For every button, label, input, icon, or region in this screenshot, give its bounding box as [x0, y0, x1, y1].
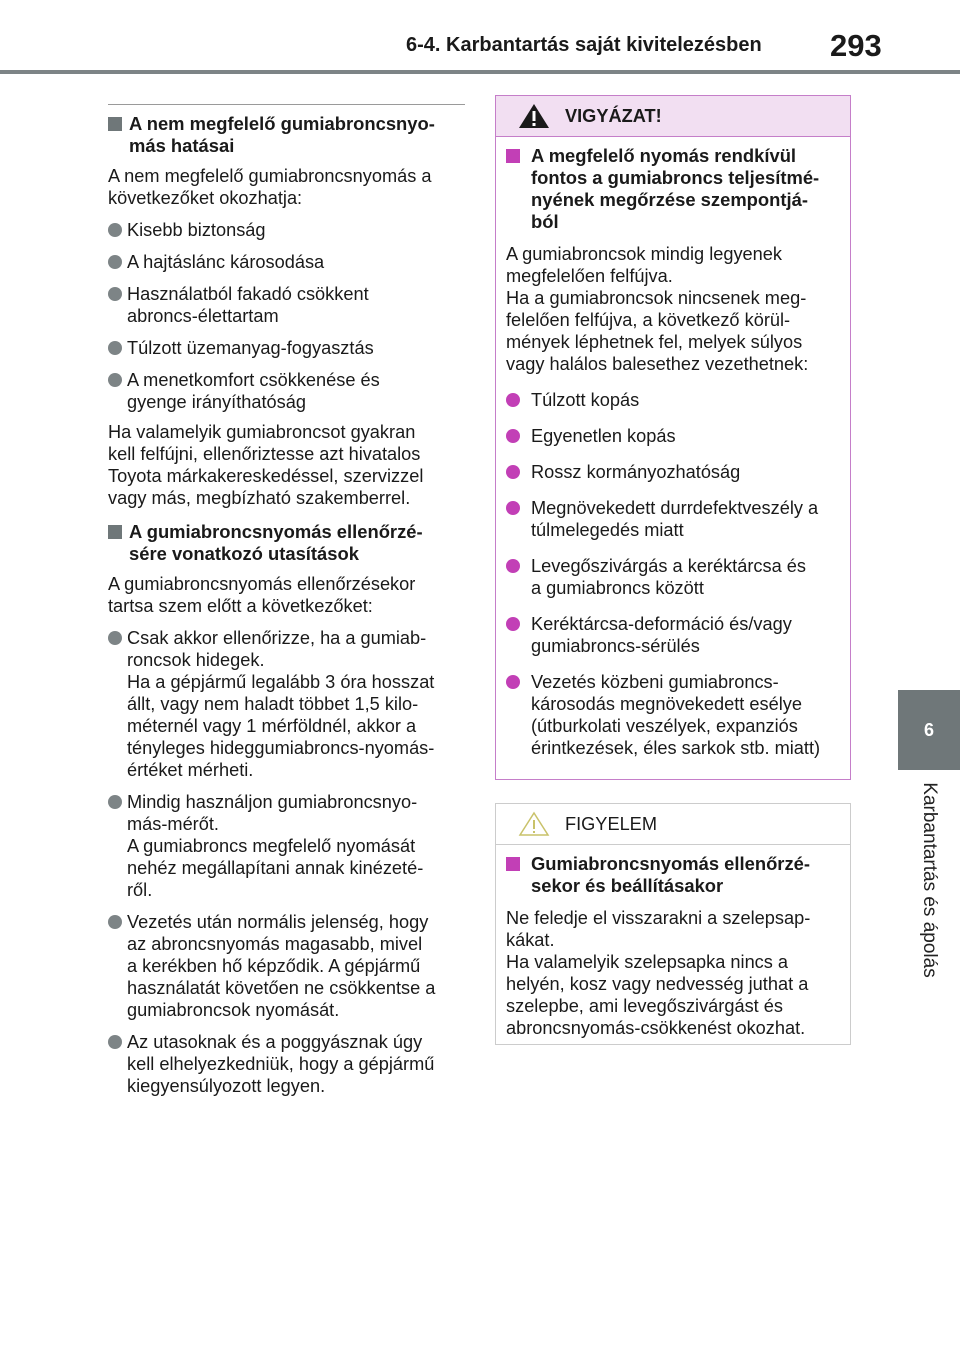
bullet-dot-icon: [108, 255, 122, 269]
bullet-dot-icon: [108, 373, 122, 387]
list-item: [108, 1031, 465, 1097]
bullet-dot-icon: [108, 631, 122, 645]
warning-box-title: VIGYÁZAT!: [565, 106, 662, 126]
square-bullet-icon: [506, 857, 520, 871]
list-item: [108, 337, 465, 359]
list-item: [506, 497, 840, 541]
notice-box-title: FIGYELEM: [565, 814, 657, 834]
page-number: 293: [830, 28, 882, 63]
list-item-text: A hajtáslánc károsodása: [127, 252, 325, 272]
heading-text: A megfelelő nyomás rendkívül fontos a gumiabroncs teljesítmé- nyének megőrzése szempontjá- ból: [531, 145, 820, 232]
bullet-dot-icon: [506, 617, 520, 631]
list-item-text: Csak akkor ellenőrizze, ha a gumiab- roncsok hidegek. Ha a gépjármű legalább 3 óra hosszat állt, vagy nem haladt többet 1,5 kilo- méternél vagy 1 mérföldnél, akkor a tényleges hideggumiabroncs-nyomás- értéket mérheti.: [127, 628, 435, 780]
bullet-dot-icon: [108, 341, 122, 355]
list-item-text: Vezetés után normális jelenség, hogy az abroncsnyomás magasabb, mivel a kerékben hő képződik. A gépjármű használatát követően ne csökkentse a gumiabroncsok nyomását.: [127, 912, 436, 1020]
bullet-dot-icon: [506, 393, 520, 407]
list-item-text: Levegőszivárgás a keréktárcsa és a gumiabroncs között: [531, 556, 806, 598]
section-title: 6-4. Karbantartás saját kivitelezésben: [406, 34, 762, 56]
list-item: [506, 613, 840, 657]
left-column: [108, 104, 465, 1097]
bullet-dot-icon: [506, 559, 520, 573]
warning-box-body: [496, 137, 850, 759]
bullet-dot-icon: [108, 795, 122, 809]
list-item-text: Kisebb biztonság: [127, 220, 266, 240]
heading-text: Gumiabroncsnyomás ellenőrzé- sekor és beállításakor: [531, 853, 811, 896]
bullet-dot-icon: [506, 465, 520, 479]
chapter-tab: [898, 690, 960, 770]
list-item-text: Túlzott kopás: [531, 390, 640, 410]
warning-box-header: [496, 96, 850, 137]
bullet-dot-icon: [506, 675, 520, 689]
list-item: [108, 627, 465, 781]
section-heading: [108, 113, 465, 157]
paragraph: A gumiabroncsnyomás ellenőrzésekor tartsa szem előtt a következőket:: [108, 574, 416, 616]
list-item: [108, 911, 465, 1021]
list-item-text: Használatból fakadó csökkent abroncs-élettartam: [127, 284, 369, 326]
list-item: [108, 283, 465, 327]
list-item-text: Túlzott üzemanyag-fogyasztás: [127, 338, 374, 358]
bullet-dot-icon: [506, 429, 520, 443]
list-item-text: Vezetés közbeni gumiabroncs- károsodás megnövekedett esélye (útburkolati veszélyek, expanziós érintkezések, éles sarkok stb. miatt): [531, 672, 821, 758]
warning-triangle-icon: [518, 103, 550, 129]
list-item-text: Mindig használjon gumiabroncsnyo- más-mérőt. A gumiabroncs megfelelő nyomását nehéz megállapítani annak kinézeté- ről.: [127, 792, 424, 900]
list-item: [506, 389, 840, 411]
paragraph: A nem megfelelő gumiabroncsnyomás a következőket okozhatja:: [108, 166, 432, 208]
list-item-text: Egyenetlen kopás: [531, 426, 676, 446]
notice-heading: [506, 853, 840, 897]
list-item: [506, 671, 840, 759]
list-item-text: Keréktárcsa-deformáció és/vagy gumiabroncs-sérülés: [531, 614, 792, 656]
paragraph: Ha valamelyik gumiabroncsot gyakran kell felfújni, ellenőriztesse azt hivatalos Toyota márkakereskedéssel, szervizzel vagy más, megbízható szakemberrel.: [108, 422, 424, 508]
square-bullet-icon: [108, 117, 122, 131]
header-rule: [0, 70, 960, 74]
list-item-text: Az utasoknak és a poggyásznak úgy kell elhelyezkedniük, hogy a gépjármű kiegyensúlyozott legyen.: [127, 1032, 435, 1096]
chapter-title: Karbantartás és ápolás: [919, 782, 940, 978]
list-item-text: Rossz kormányozhatóság: [531, 462, 741, 482]
chapter-number: 6: [923, 719, 934, 740]
list-item: [506, 461, 840, 483]
heading-text: A gumiabroncsnyomás ellenőrzé- sére vonatkozó utasítások: [129, 521, 423, 564]
notice-box-body: [496, 845, 850, 1039]
list-item: [506, 425, 840, 447]
bullet-dot-icon: [506, 501, 520, 515]
heading-text: A nem megfelelő gumiabroncsnyo- más hatásai: [129, 113, 435, 156]
section-heading: [108, 521, 465, 565]
caution-triangle-icon: [518, 811, 550, 837]
paragraph: A gumiabroncsok mindig legyenek megfelelően felfújva. Ha a gumiabroncsok nincsenek meg- felelően felfújva, a következő körül- mények léphetnek fel, melyek súlyos vagy halálos balesethez vezethetnek:: [506, 244, 809, 374]
warning-box: [495, 95, 851, 780]
list-item: [108, 791, 465, 901]
paragraph: Ne feledje el visszarakni a szelepsap- kákat. Ha valamelyik szelepsapka nincs a helyén, kosz vagy nedvesség juthat a szelepbe, ami levegőszivárgást és abroncsnyomás-csökkenést okozhat.: [506, 908, 811, 1038]
notice-box-header: [496, 804, 850, 845]
square-bullet-icon: [108, 525, 122, 539]
bullet-dot-icon: [108, 1035, 122, 1049]
bullet-dot-icon: [108, 915, 122, 929]
list-item: [108, 219, 465, 241]
notice-box: [495, 803, 851, 1045]
square-bullet-icon: [506, 149, 520, 163]
list-item: [506, 555, 840, 599]
bullet-dot-icon: [108, 287, 122, 301]
list-item-text: A menetkomfort csökkenése és gyenge irányíthatóság: [127, 370, 380, 412]
list-item-text: Megnövekedett durrdefektveszély a túlmelegedés miatt: [531, 498, 819, 540]
warning-heading: [506, 145, 840, 233]
bullet-dot-icon: [108, 223, 122, 237]
list-item: [108, 369, 465, 413]
list-item: [108, 251, 465, 273]
